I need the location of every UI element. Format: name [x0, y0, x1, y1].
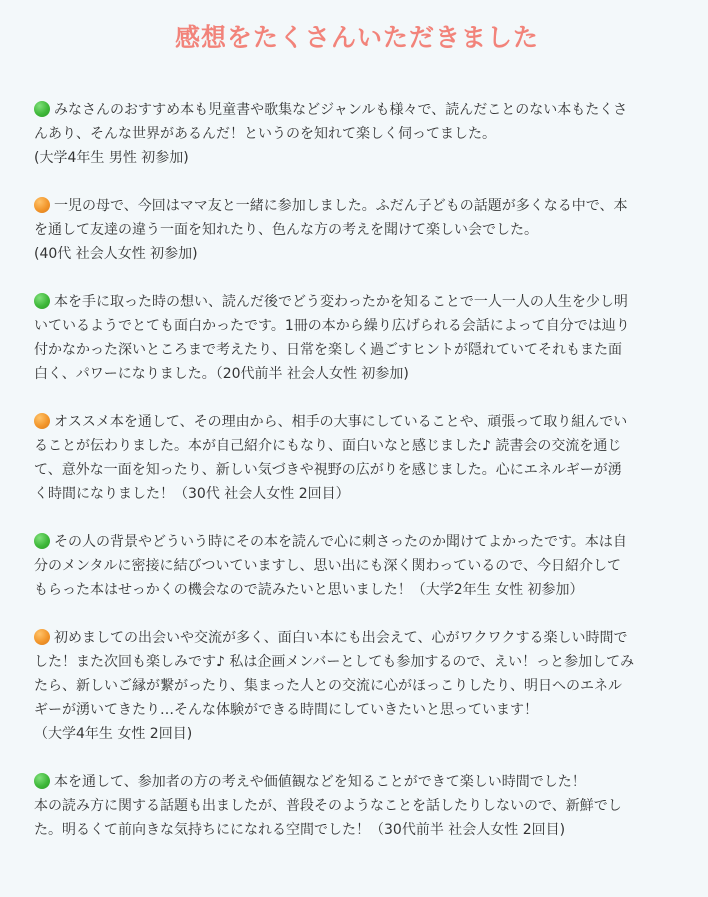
comment-line [34, 722, 680, 746]
comment-line [34, 530, 680, 554]
comment-block [34, 410, 680, 506]
comment-text: 付かなかった深いところまで考えたり、日常を楽しく過ごすヒントが隠れていてそれもまた面 [34, 342, 622, 358]
comment-text: 本を手に取った時の想い、読んだ後でどう変わったかを知ることで一人一人の人生を少し明 [54, 294, 628, 310]
comment-text: みなさんのおすすめ本も児童書や歌集などジャンルも様々で、読んだことのない本もたくさ [54, 102, 628, 118]
comment-line [34, 146, 680, 170]
comments-list [34, 98, 680, 842]
comment-text: く時間になりました！（30代 社会人女性 2回目） [34, 486, 350, 502]
comment-text: 一児の母で、今回はママ友と一緒に参加しました。ふだん子どもの話題が多くなる中で、本 [54, 198, 628, 214]
green-circle-icon [34, 293, 50, 309]
comment-text: 本を通して、参加者の方の考えや価値観などを知ることができて楽しい時間でした！ [54, 774, 586, 790]
comment-text: 分のメンタルに密接に結びついていますし、思い出にも深く関わっているので、今日紹介して [34, 558, 622, 574]
comment-text: た。明るくて前向きな気持ちにになれる空間でした！（30代前半 社会人女性 2回目) [34, 822, 566, 838]
comment-block [34, 626, 680, 746]
comment-line [34, 674, 680, 698]
comment-text: その人の背景やどういう時にその本を読んで心に刺さったのか聞けてよかったです。本は自 [54, 534, 627, 550]
comment-text: 白く、パワーになりました。（20代前半 社会人女性 初参加) [34, 366, 409, 382]
comment-line [34, 458, 680, 482]
comment-block [34, 194, 680, 266]
comment-text: した！また次回も楽しみです♪ 私は企画メンバーとしても参加するので、えい！っと参加してみ [34, 654, 635, 670]
comment-block [34, 98, 680, 170]
comment-line [34, 242, 680, 266]
comment-text: 初めましての出会いや交流が多く、面白い本にも出会えて、心がワクワクする楽しい時間で [54, 630, 628, 646]
comment-text: オススメ本を通して、その理由から、相手の大事にしていることや、頑張って取り組んでい [54, 414, 628, 430]
comment-block [34, 290, 680, 386]
comment-text: 本の読み方に関する話題も出ましたが、普段そのようなことを話したりしないので、新鮮でし [34, 798, 622, 814]
comment-line [34, 122, 680, 146]
comment-text: いているようでとても面白かったです。1冊の本から繰り広げられる会話によって自分では辿り [34, 318, 630, 334]
comment-line [34, 770, 680, 794]
comment-text: （大学4年生 女性 2回目) [34, 726, 193, 742]
comment-line [34, 194, 680, 218]
orange-circle-icon [34, 629, 50, 645]
green-circle-icon [34, 533, 50, 549]
green-circle-icon [34, 101, 50, 117]
comment-line [34, 218, 680, 242]
orange-circle-icon [34, 413, 50, 429]
comment-block [34, 530, 680, 602]
comment-text: て、意外な一面を知ったり、新しい気づきや視野の広がりを感じました。心にエネルギーが湧 [34, 462, 622, 478]
comment-line [34, 626, 680, 650]
comment-block [34, 770, 680, 842]
comment-text: ることが伝わりました。本が自己紹介にもなり、面白いなと感じました♪ 読書会の交流を通じ [34, 438, 622, 454]
comment-text: んあり、そんな世界があるんだ！というのを知れて楽しく伺ってました。 [34, 126, 496, 142]
comment-line [34, 482, 680, 506]
comment-text: もらった本はせっかくの機会なので読みたいと思いました！（大学2年生 女性 初参加） [34, 582, 584, 598]
comment-line [34, 314, 680, 338]
comment-text: (40代 社会人女性 初参加) [34, 246, 198, 262]
comment-line [34, 290, 680, 314]
comment-line [34, 338, 680, 362]
green-circle-icon [34, 773, 50, 789]
comment-text: (大学4年生 男性 初参加) [34, 150, 189, 166]
comment-line [34, 818, 680, 842]
comment-text: たら、新しいご縁が繋がったり、集まった人との交流に心がほっこりしたり、明日へのエネル [34, 678, 622, 694]
orange-circle-icon [34, 197, 50, 213]
comment-line [34, 434, 680, 458]
comment-line [34, 794, 680, 818]
comment-line [34, 578, 680, 602]
comment-line [34, 410, 680, 434]
comment-line [34, 650, 680, 674]
comment-line [34, 698, 680, 722]
comment-text: を通して友達の違う一面を知れたり、色んな方の考えを聞けて楽しい会でした。 [34, 222, 538, 238]
comment-line [34, 98, 680, 122]
comment-text: ギーが湧いてきたり…そんな体験ができる時間にしていきたいと思っています！ [34, 702, 538, 718]
comment-line [34, 362, 680, 386]
comment-line [34, 554, 680, 578]
page-title: 感想をたくさんいただきました [174, 23, 539, 52]
